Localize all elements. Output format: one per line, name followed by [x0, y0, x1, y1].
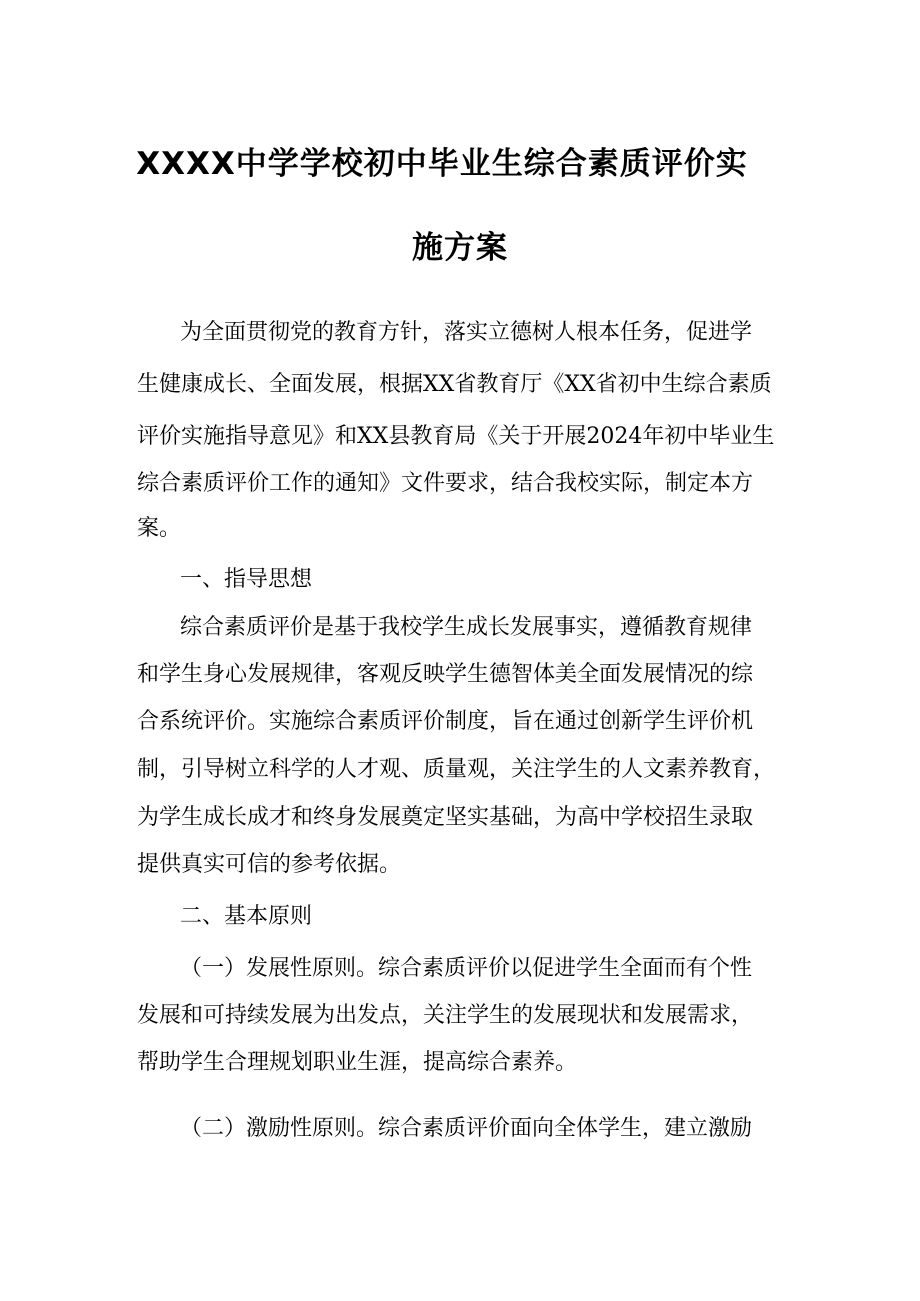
principle2-line: （二）激励性原则。综合素质评价面向全体学生，建立激励 [180, 1116, 753, 1141]
document-title-line-2: 施方案 [412, 230, 508, 266]
intro-line: 为全面贯彻党的教育方针，落实立德树人根本任务，促进学 [180, 320, 753, 345]
principle1-line: 帮助学生合理规划职业生涯，提高综合素养。 [137, 1050, 578, 1075]
section1-line: 综合素质评价是基于我校学生成长发展事实，遵循教育规律 [180, 615, 753, 640]
intro-line: 生健康成长、全面发展，根据XX省教育厅《XX省初中生综合素质 [137, 372, 772, 397]
section1-line: 为学生成长成才和终身发展奠定坚实基础，为高中学校招生录取 [137, 805, 754, 830]
section1-line: 制，引导树立科学的人才观、质量观，关注学生的人文素养教育， [137, 757, 776, 782]
principle1-line: 发展和可持续发展为出发点，关注学生的发展现状和发展需求， [137, 1003, 754, 1028]
section1-line: 和学生身心发展规律，客观反映学生德智体美全面发展情况的综 [137, 662, 754, 687]
section1-line: 提供真实可信的参考依据。 [137, 852, 402, 877]
section1-line: 合系统评价。实施综合素质评价制度，旨在通过创新学生评价机 [137, 709, 754, 734]
section-heading-basic-principles: 二、基本原则 [180, 904, 313, 929]
intro-line: 案。 [137, 516, 182, 541]
section-heading-guiding-ideology: 一、指导思想 [180, 567, 313, 592]
intro-line: 评价实施指导意见》和XX县教育局《关于开展2024年初中毕业生 [137, 424, 775, 449]
principle1-line: （一）发展性原则。综合素质评价以促进学生全面而有个性 [180, 956, 753, 981]
document-title-line-1: XXXX中学学校初中毕业生综合素质评价实 [136, 146, 748, 182]
intro-line: 综合素质评价工作的通知》文件要求，结合我校实际，制定本方 [137, 471, 754, 496]
